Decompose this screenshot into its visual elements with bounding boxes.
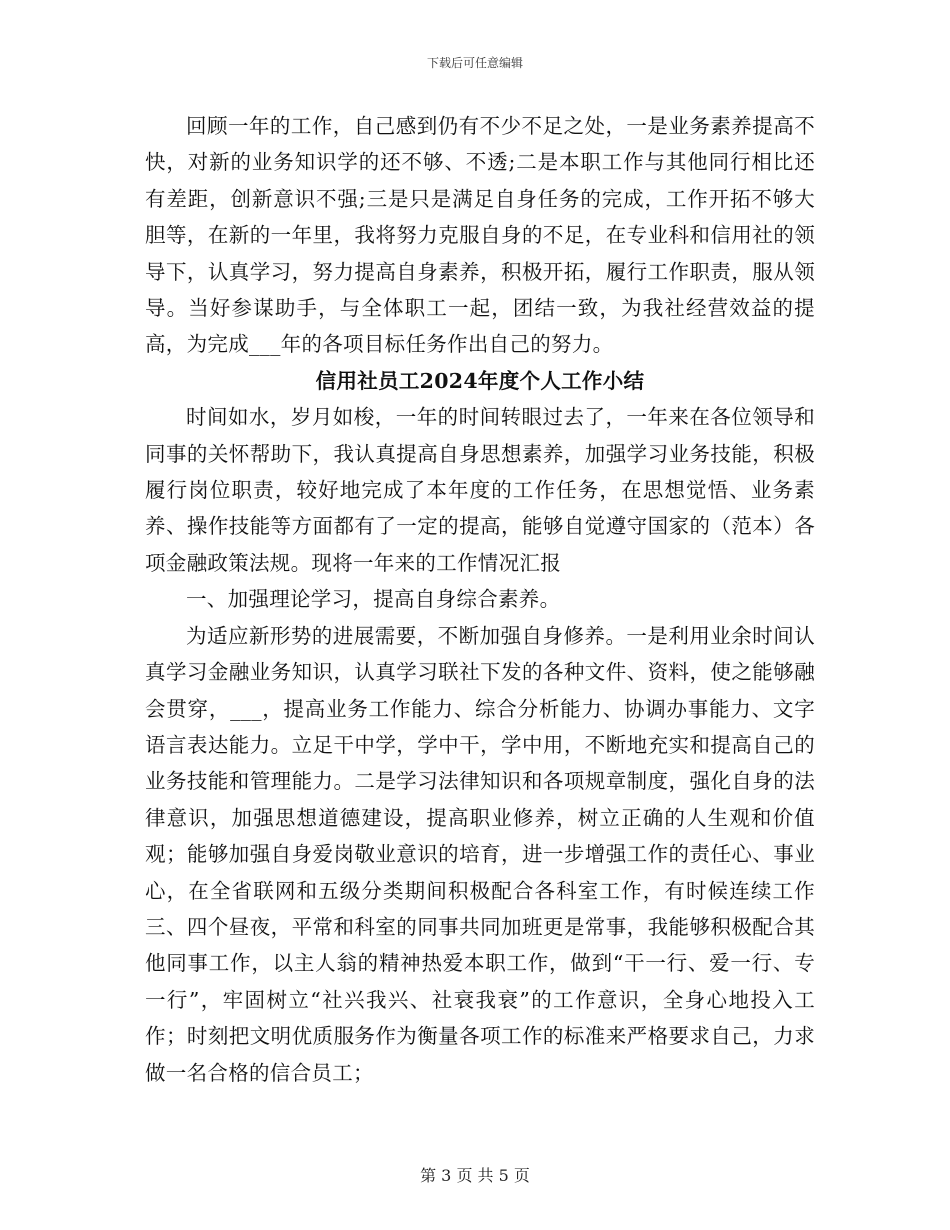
review-paragraph: 回顾一年的工作，自己感到仍有不少不足之处，一是业务素养提高不快，对新的业务知识学的还不够、不透;二是本职工作与其他同行相比还有差距，创新意识不强;三是只是满足自身任务的完成，工作开拓不够大胆等，在新的一年里，我将努力克服自身的不足，在专业科和信用社的领导下，认真学习，努力提高自身素养，积极开拓，履行工作职责，服从领导。当好参谋助手，与全体职工一起，团结一致，为我社经营效益的提高，为完成___年的各项目标任务作出自己的努力。 — [145, 114, 815, 357]
section-heading: 一、加强理论学习，提高自身综合素养。 — [186, 587, 561, 612]
page-number: 第 3 页 共 5 页 — [420, 1166, 530, 1185]
header-note: 下载后可任意编辑 — [426, 56, 523, 70]
document-body — [145, 108, 815, 1091]
document-title: 信用社员工2024年度个人工作小结 — [315, 368, 645, 393]
section-paragraph: 为适应新形势的进展需要，不断加强自身修养。一是利用业余时间认真学习金融业务知识，认真学习联社下发的各种文件、资料，使之能够融会贯穿，___，提高业务工作能力、综合分析能力、协调办事能力、文字语言表达能力。立足干中学，学中干，学中用，不断地充实和提高自己的业务技能和管理能力。二是学习法律知识和各项规章制度，强化自身的法律意识，加强思想道德建设，提高职业修养，树立正确的人生观和价值观；能够加强自身爱岗敬业意识的培育，进一步增强工作的责任心、事业心，在全省联网和五级分类期间积极配合各科室工作，有时候连续工作三、四个昼夜，平常和科室的同事共同加班更是常事，我能够积极配合其他同事工作，以主人翁的精神热爱本职工作，做到“干一行、爱一行、专一行”，牢固树立“社兴我兴、社衰我衰”的工作意识，全身心地投入工作；时刻把文明优质服务作为衡量各项工作的标准来严格要求自己，力求做一名合格的信合员工； — [145, 623, 815, 1085]
intro-paragraph: 时间如水，岁月如梭，一年的时间转眼过去了，一年来在各位领导和同事的关怀帮助下，我认真提高自身思想素养，加强学习业务技能，积极履行岗位职责，较好地完成了本年度的工作任务，在思想觉悟、业务素养、操作技能等方面都有了一定的提高，能够自觉遵守国家的（范本）各项金融政策法规。现将一年来的工作情况汇报 — [145, 405, 815, 575]
